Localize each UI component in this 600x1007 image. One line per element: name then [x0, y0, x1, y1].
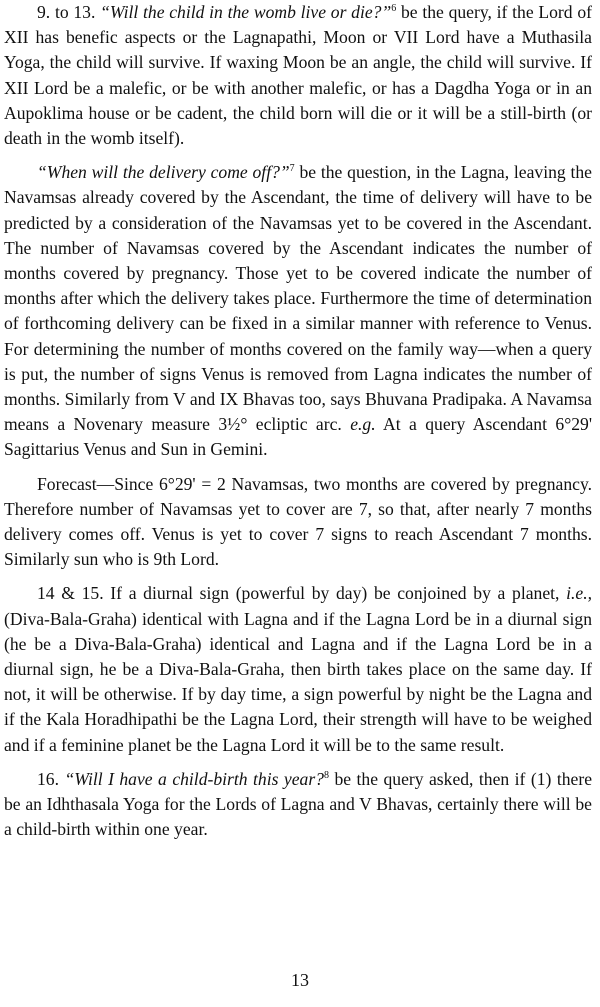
paragraph-body: be the query asked, then if (1) there be an Idhthasala Yoga for the Lords of Lagna and V Bhavas, certainly there will be a child-birth within one year. [4, 768, 593, 840]
paragraph-16 [4, 767, 592, 843]
query-quote: “Will I have a child-birth this year? [64, 768, 324, 789]
paragraph-9-13 [4, 0, 592, 151]
footnote-ref: 7 [289, 163, 295, 175]
paragraph-delivery [4, 160, 592, 462]
example-abbrev: e.g. [350, 414, 376, 435]
footnote-ref: 8 [323, 769, 329, 781]
paragraph-body: be the question, in the Lagna, leaving the Navamsas already covered by the Ascendant, the time of delivery will have to be predicted by a consideration of the Navamsas yet to be covered in the Ascendant. The number of Navamsas covered by the Ascendant indicates the number of months covered by pregnancy. Those yet to be covered indicate the number of months after which the delivery takes place. Furthermore the time of determination of forthcoming delivery can be fixed in a similar manner with reference to Venus. For determining the number of months covered on the family way—when a query is put, the number of signs Venus is removed from Lagna indicates the number of months. Similarly from V and IX Bhavas too, says Bhuvana Pradipaka. A Navamsa means a Novenary measure 3½° ecliptic arc. [4, 162, 592, 435]
paragraph-forecast [4, 472, 592, 573]
paragraph-14-15 [4, 581, 592, 757]
paragraph-number: 14 & 15. If a diurnal sign (powerful by day) be conjoined by a planet, [37, 583, 567, 604]
ie-abbrev: i.e., [566, 583, 592, 604]
footnote-ref: 6 [391, 3, 397, 14]
paragraph-body: Forecast—Since 6°29' = 2 Navamsas, two months are covered by pregnancy. Therefore number of Navamsas yet to cover are 7, so that, after nearly 7 months delivery comes off. Venus is yet to cover 7 signs to reach Ascendant 7 months. Similarly sun who is 9th Lord. [4, 473, 592, 570]
query-quote: “When will the delivery come off?” [37, 162, 290, 183]
paragraph-tail: At a query Ascendant 6°29' Sagittarius Venus and Sun in Gemini. [4, 414, 592, 460]
paragraph-body: be the query, if the Lord of XII has benefic aspects or the Lagnapathi, Moon or VII Lord have a Muthasila Yoga, the child will survive. If waxing Moon be an angle, the child will survive. If XII Lord be a malefic, or be with another malefic, or has a Dagdha Yoga or in an Aupoklima house or be cadent, the child born will die or it will be a still-birth (or death in the womb itself). [4, 2, 592, 149]
paragraph-number: 9. to 13. [37, 2, 101, 22]
paragraph-number: 16. [37, 768, 65, 789]
page-number: 13 [291, 970, 309, 990]
query-quote: “Will the child in the womb live or die?” [100, 2, 392, 22]
paragraph-body: (Diva-Bala-Graha) identical with Lagna and if the Lagna Lord be in a diurnal sign (he be a Diva-Bala-Graha) identical and Lagna and if the Lagna Lord be in a diurnal sign, he be a Diva-Bala-Graha, then birth takes place on the same day. If not, it will be otherwise. If by day time, a sign powerful by night be the Lagna and if the Kala Horadhipathi be the Lagna Lord, their strength will have to be weighed and if a feminine planet be the Lagna Lord it will be to the same result. [4, 608, 592, 755]
